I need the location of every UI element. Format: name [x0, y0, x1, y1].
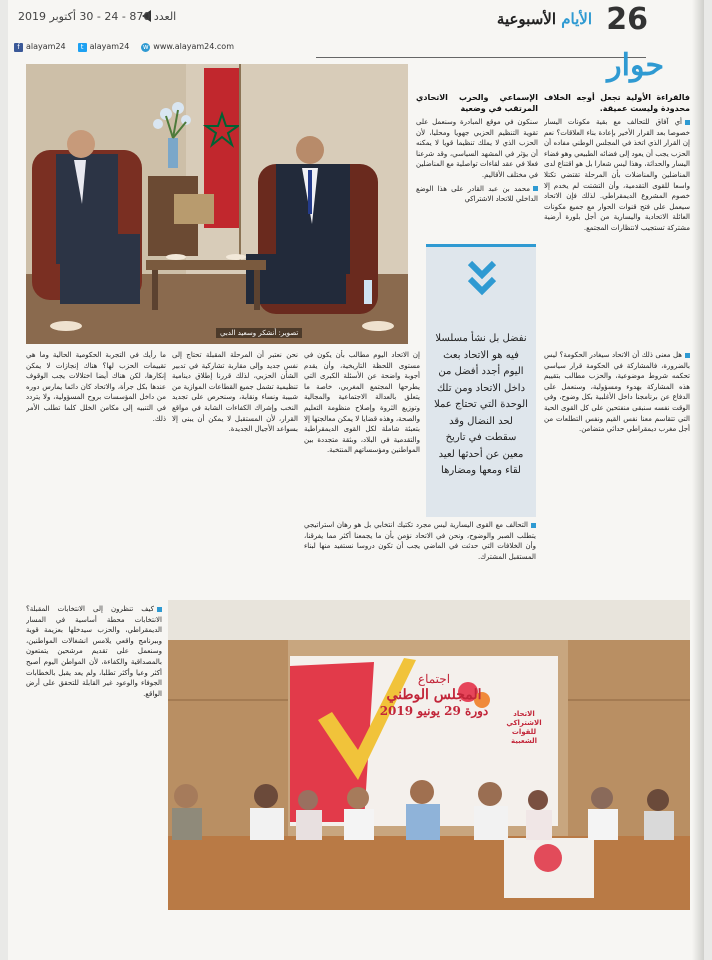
interview-photo-drawing: [26, 64, 408, 344]
article-column-5: [26, 350, 166, 598]
pull-quote-text: نفضل بل نشأ مسلسلا فيه هو الاتحاد بعث اليوم أجدد أفضل من داخل الاتحاد ومن تلك الوحدة التي تحتاج عملا لحد النضال وقد سقطت في تاريخ معين عن أحدثها لعيد لقاء ومعها ومضارها: [434, 333, 528, 476]
bullet-square-icon: [685, 353, 690, 358]
article-column-6: [304, 520, 536, 596]
bullet-square-icon: [533, 186, 538, 191]
bullet-square-icon: [531, 523, 536, 528]
banner-title-line-3: دورة 29 يونيو 2019: [379, 704, 489, 718]
brand-name: [497, 10, 592, 28]
column-3-text: إن الاتحاد اليوم مطالب بأن يكون في مستوى اللحظة التاريخية، وأن يقدم أجوبة واضحة عن الأسئلة الكبرى التي يطرحها المجتمع المغربي، خاصة ما يتعلق بالعدالة الاجتماعية والمجالية وتوزيع الثروة وإصلاح منظومة التعليم والصحة، وهذه قضايا لا يمكن معالجتها إلا بتعبئة شاملة لكل القوى الديمقراطية والتقدمية في البلاد، وبثقة متجددة بين المواطنين ومؤسساتهم المنتخبة.: [304, 351, 420, 455]
newspaper-page: [8, 0, 704, 960]
interview-photo: [26, 64, 408, 344]
banner-title-line-2: المجلس الوطني: [386, 687, 482, 703]
page-number: 26: [606, 2, 648, 37]
section-rule: [316, 57, 646, 58]
column-2-heading: الإسماعي والحرب الاتحادي المرتقب في وضعية: [416, 93, 538, 113]
brand-prefix: الأيام: [561, 10, 592, 28]
bullet-square-icon: [157, 607, 162, 612]
column-7-text: كيف تنظرون إلى الانتخابات المقبلة؟ الانتخابات محطة أساسية في المسار الديمقراطي، والحزب سيدخلها بعزيمة قوية وببرنامج واقعي يلامس انشغالات المواطنين، وسنعمل على تقديم مرشحين يتمتعون بالمصداقية والكفاءة، لأن المواطن اليوم أصبح أكثر وعيا وأكثر تطلبا، ولم يعد يقبل بالخطابات الجوفاء والوعود غير القابلة للتحقق على أرض الواقع.: [26, 605, 162, 698]
article-column-4: [172, 350, 298, 598]
article-column-1: [544, 92, 690, 344]
twitter-link[interactable]: t alayam24: [78, 42, 130, 52]
column-1-text: أي آفاق للتحالف مع بقية مكونات اليسار خصوصا بعد القرار الأخير بإعادة بناء العلاقات؟ نعم إن القرار الذي اتخذ في المجلس الوطني مفاده أن الحزب يجب أن يعود إلى فضائه الطبيعي وهو فضاء اليسار والحداثة، وهذا ليس شعارا بل هو اقتناع لدى المناضلين والمناضلات بأن المرحلة تقتضي تكتلا واسعا للقوى التقدمية، وأن التشتت لم يخدم إلا خصوم المشروع الديمقراطي. لذلك فإن الاتحاد سيعمل على فتح قنوات الحوار مع جميع مكونات العائلة الاتحادية واليسارية من أجل بلورة أرضية مشتركة تستجيب لانتظارات المجتمع.: [544, 118, 690, 232]
banner-text: [374, 672, 494, 719]
article-column-7: [26, 604, 162, 944]
page-fold-shadow: [692, 0, 704, 960]
facebook-link[interactable]: f alayam24: [14, 42, 66, 52]
social-links: [14, 40, 234, 54]
facebook-icon: f: [14, 43, 23, 52]
column-5-text: ما رأيك في التجربة الحكومية الحالية وما هي تقييمات الحزب لها؟ هناك إنجازات لا يمكن إنكارها، لكن هناك أيضا اختلالات يجب الوقوف عندها بكل جرأة، والاتحاد كان دائما يمارس دوره من داخل المؤسسات بروح المسؤولية، ولا يتردد في التنبيه إلى مكامن الخلل كلما تطلب الأمر ذلك.: [26, 351, 166, 423]
banner-title-line-1: اجتماع: [417, 672, 451, 686]
issue-info: العدد 870 - 24 - 30 أكتوبر 2019: [18, 10, 177, 23]
twitter-icon: t: [78, 43, 87, 52]
page-header: [8, 0, 704, 40]
column-1-heading: فالقراءة الأولية تجعل أوجه الخلاف محدودة وليست عميقة.: [544, 93, 690, 113]
banner-party-name: الاتحاد الاشتراكي للقوات الشعبية: [506, 710, 542, 745]
pull-quote-box: [426, 244, 536, 517]
brand-suffix: الأسبوعية: [496, 10, 556, 28]
column-2-text: سنكون في موقع المبادرة وسنعمل على تقوية التنظيم الحزبي جهويا ومحليا، لأن الحزب الذي لا يملك تنظيما قويا لا يمكنه أن يؤثر في المشهد السياسي، وقد شرعنا فعلا في عقد لقاءات تواصلية مع المناضلين في مختلف الأقاليم.: [416, 118, 538, 179]
column-1-text-continued: هل معنى ذلك أن الاتحاد سيغادر الحكومة؟ ليس بالضرورة، فالمشاركة في الحكومة قرار سياسي تحكمه شروط موضوعية، والحزب مطالب بتقييم هذه المشاركة بهدوء ومسؤولية، وسنعمل على الدفاع عن برنامجنا داخل الأغلبية بكل وضوح، وفي الوقت نفسه سنبقى منفتحين على كل القوى الحية التي تتقاسم معنا نفس القيم ونفس التطلعات من أجل مغرب ديمقراطي حداثي متضامن.: [544, 351, 690, 434]
council-meeting-photo: [168, 600, 690, 910]
website-link[interactable]: w www.alayam24.com: [142, 42, 234, 51]
article-column-1-continued: [544, 350, 690, 598]
bullet-square-icon: [685, 120, 690, 125]
double-chevron-down-icon: [468, 259, 496, 299]
column-4-text: نحن نعتبر أن المرحلة المقبلة تحتاج إلى نفس جديد وإلى مقاربة تشاركية في تدبير الشأن الحزبي، لذلك قررنا إطلاق دينامية تنظيمية تشمل جميع القطاعات الموازية من شبيبة ونساء ونقابة، وسنحرص على تجديد النخب وإشراك الكفاءات الشابة في مواقع القرار، لأن المستقبل لا يمكن أن يبنى إلا بسواعد الأجيال الجديدة.: [172, 351, 298, 434]
column-6-text: التحالف مع القوى اليسارية ليس مجرد تكتيك انتخابي بل هو رهان استراتيجي يتطلب الصبر والوضوح، ونحن في الاتحاد نؤمن بأن ما يجمعنا أكثر مما يفرقنا، وأن الخلافات التي حدثت في الماضي يجب أن تكون دروسا نستفيد منها لبناء المستقبل المشترك.: [304, 521, 536, 561]
photo-caption: تصوير: أنشكر وسعيد الدبي: [216, 328, 302, 338]
column-2-text-2: محمد بن عبد القادر على هذا الوضع الداخلي للاتحاد الاشتراكي: [416, 184, 538, 204]
article-column-2: [416, 92, 538, 242]
globe-icon: w: [142, 43, 149, 51]
council-meeting-drawing: [168, 600, 690, 910]
section-title: حوار: [607, 48, 664, 83]
